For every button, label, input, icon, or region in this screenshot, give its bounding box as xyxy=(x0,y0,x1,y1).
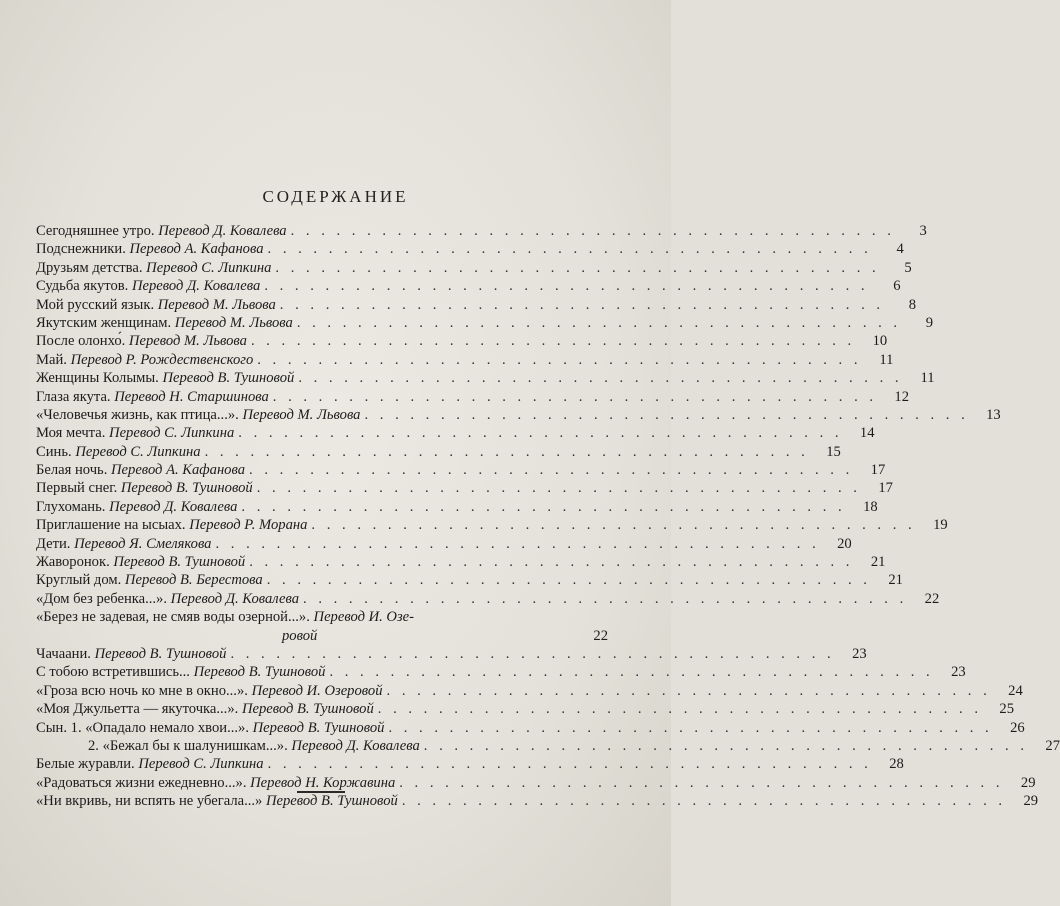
toc-entry xyxy=(36,682,1023,700)
page-number: 3 xyxy=(919,223,927,239)
page-number: 29 xyxy=(1020,774,1036,791)
dot-leader: . . . . . . . . . . . . . . . . . . . . . . . . . . . . . . . . . . . . . . . . xyxy=(423,737,1028,754)
translator-credit: Перевод В. Тушновой xyxy=(162,370,295,387)
dot-leader: . . . . . . . . . . . . . . . . . . . . . . . . . . . . . . . . . . . . . . . . xyxy=(275,259,880,276)
poem-title: «Дом без ребенка...». xyxy=(36,590,167,607)
page-number: 6 xyxy=(893,278,901,295)
contents-heading: СОДЕРЖАНИЕ xyxy=(262,187,409,206)
poem-title: 2. «Бежал бы к шалунишкам...». xyxy=(88,737,288,754)
poem-title: Белые журавли. xyxy=(36,756,135,773)
poem-title: Якутским женщинам. xyxy=(36,314,172,331)
entry-title xyxy=(36,535,211,553)
page-number: 11 xyxy=(920,370,935,387)
poem-title: «Гроза всю ночь ко мне в окно...». xyxy=(36,682,248,699)
poem-title: Женщины Колымы. xyxy=(36,370,159,387)
poem-title: Приглашение на ысыах. xyxy=(36,517,186,534)
toc-entry xyxy=(36,590,940,608)
dot-leader: . . . . . . . . . . . . . . . . . . . . . . . . . . . . . . . . . . . . . . . . xyxy=(399,774,1004,791)
translator-credit: Перевод И. Озеровой xyxy=(251,682,383,699)
dot-leader: . . . . . . . . . . . . . . . . . . . . . . . . . . . . . . . . . . . . . . . . xyxy=(249,554,854,571)
toc-entry xyxy=(36,774,1036,792)
page-number: 29 xyxy=(1023,793,1039,810)
entry-title xyxy=(36,498,237,516)
page-number: 13 xyxy=(986,406,1001,423)
toc-entry xyxy=(36,461,886,479)
entry-title xyxy=(36,461,245,479)
entry-title xyxy=(36,240,264,258)
page-number: 9 xyxy=(925,314,934,331)
translator-credit: Перевод С. Липкина xyxy=(109,425,235,442)
translator-credit: Перевод В. Тушновой xyxy=(241,701,374,718)
entry-title xyxy=(36,369,294,387)
entry-title xyxy=(36,314,293,332)
entry-title xyxy=(36,259,271,277)
entry-title xyxy=(36,700,374,718)
translator-credit: Перевод С. Липкина xyxy=(75,443,201,460)
translator-credit: Перевод Р. Морана xyxy=(189,517,308,534)
toc-entry xyxy=(36,792,1039,810)
page-number: 19 xyxy=(933,517,948,534)
dot-leader: . . . . . . . . . . . . . . . . . . . . . . . . . . . . . . . . . . . . . . . . xyxy=(311,517,916,534)
page-number: 17 xyxy=(870,462,886,479)
translator-credit: Перевод И. Озе- xyxy=(313,609,415,626)
dot-leader: . . . . . . . . . . . . . . . . . . . . . . . . . . . . . . . . . . . . . . . . xyxy=(296,314,902,331)
toc-entry xyxy=(36,424,875,442)
page-number: 14 xyxy=(859,425,875,442)
poem-title: «Человечья жизнь, как птица...». xyxy=(36,406,239,423)
dot-leader: . . . . . . . . . . . . . . . . . . . . . . . . . . . . . . . . . . . . . . . . xyxy=(230,645,835,662)
entry-title xyxy=(36,296,276,314)
entry-title xyxy=(36,351,253,369)
poem-title: Подснежники. xyxy=(36,241,126,258)
toc-entry xyxy=(36,663,966,681)
page-number: 22 xyxy=(593,627,608,644)
translator-credit: Перевод Д. Ковалева xyxy=(131,278,261,295)
translator-credit: Перевод Я. Смелякова xyxy=(74,535,212,552)
toc-entry xyxy=(36,608,608,626)
entry-title xyxy=(36,792,398,810)
toc-entry xyxy=(36,369,935,387)
translator-credit: Перевод Д. Ковалева xyxy=(291,737,420,754)
dot-leader: . . . . . . . . . . . . . . . . . . . . . . . . . . . . . . . . . . . . . . . . xyxy=(204,443,809,460)
page-number: 18 xyxy=(863,498,878,515)
closing-rule xyxy=(297,791,345,793)
toc-entry xyxy=(36,719,1025,737)
entry-title xyxy=(36,424,234,442)
toc-entry-continuation xyxy=(36,627,608,645)
entry-title xyxy=(36,755,264,773)
entry-title xyxy=(36,608,608,626)
poem-title: Сын. 1. «Опадало немало хвои...». xyxy=(36,719,249,736)
dot-leader: . . . . . . . . . . . . . . . . . . . . . . . . . . . . . . . . . . . . . . . . xyxy=(388,719,993,736)
entry-title xyxy=(36,719,384,737)
poem-title: «Моя Джульетта — якуточка...». xyxy=(36,701,239,718)
poem-title: Дети. xyxy=(36,535,71,552)
poem-title: Жаворонок. xyxy=(36,554,110,571)
dot-leader: . . . . . . . . . . . . . . . . . . . . . . . . . . . . . . . . . . . . . . . . xyxy=(250,333,856,350)
entry-title xyxy=(88,737,420,755)
toc-entry xyxy=(36,351,894,369)
dot-leader: . . . . . . . . . . . . . . . . . . . . . . . . . . . . . . . . . . . . . . . . xyxy=(401,793,1007,810)
poem-title: После олонхо́. xyxy=(36,333,126,350)
translator-credit: Перевод С. Липкина xyxy=(138,756,264,773)
entry-title xyxy=(36,406,360,424)
entry-title xyxy=(36,222,287,240)
toc-entry xyxy=(36,737,1060,755)
dot-leader: . . . . . . . . . . . . . . . . . . . . . . . . . . . . . . . . . . . . . . . . xyxy=(241,498,846,515)
translator-credit: Перевод В. Тушновой xyxy=(120,480,253,497)
dot-leader: . . . . . . . . . . . . . . . . . . . . . . . . . . . . . . . . . . . . . . . . xyxy=(256,480,861,497)
page-number: 4 xyxy=(896,241,904,258)
dot-leader: . . . . . . . . . . . . . . . . . . . . . . . . . . . . . . . . . . . . . . . . xyxy=(257,351,862,368)
toc-entry xyxy=(36,222,927,240)
page-number: 24 xyxy=(1008,682,1023,699)
poem-title: «Берез не задевая, не смяв воды озерной...». xyxy=(36,609,310,626)
poem-title: Первый снег. xyxy=(36,480,118,497)
dot-leader: . . . . . . . . . . . . . . . . . . . . . . . . . . . . . . . . . . . . . . . . xyxy=(329,664,934,681)
poem-title: Глухомань. xyxy=(36,498,106,515)
poem-title: Сегодняшнее утро. xyxy=(36,223,155,239)
page-number: 23 xyxy=(852,645,867,662)
page-number: 5 xyxy=(904,259,912,276)
poem-title: Моя мечта. xyxy=(36,425,106,442)
dot-leader: . . . . . . . . . . . . . . . . . . . . . . . . . . . . . . . . . . . . . . . . xyxy=(272,388,878,405)
toc-entry xyxy=(36,240,904,258)
entry-title xyxy=(36,590,299,608)
dot-leader: . . . . . . . . . . . . . . . . . . . . . . . . . . . . . . . . . . . . . . . . xyxy=(267,756,872,773)
translator-credit: Перевод М. Львова xyxy=(157,296,276,313)
toc-entry xyxy=(36,314,934,332)
poem-title: Синь. xyxy=(36,443,72,460)
translator-credit: Перевод В. Тушновой xyxy=(193,664,326,681)
toc-entry xyxy=(36,332,888,350)
entry-title xyxy=(36,553,245,571)
translator-credit: Перевод В. Тушновой xyxy=(252,719,385,736)
entry-title xyxy=(36,332,247,350)
toc-entry xyxy=(36,406,1001,424)
translator-credit: Перевод Д. Ковалева xyxy=(170,590,300,607)
dot-leader: . . . . . . . . . . . . . . . . . . . . . . . . . . . . . . . . . . . . . . . . xyxy=(238,425,843,442)
toc-entry xyxy=(36,277,901,295)
page-number: 21 xyxy=(870,554,886,571)
dot-leader: . . . . . . . . . . . . . . . . . . . . . . . . . . . . . . . . . . . . . . . . xyxy=(298,370,903,387)
translator-credit-continuation: ровой xyxy=(282,627,318,644)
poem-title: Круглый дом. xyxy=(36,572,122,589)
toc-entry xyxy=(36,755,904,773)
translator-credit: Перевод В. Тушновой xyxy=(113,554,246,571)
page-number: 25 xyxy=(999,701,1014,718)
page-number: 21 xyxy=(888,572,903,589)
dot-leader: . . . . . . . . . . . . . . . . . . . . . . . . . . . . . . . . . . . . . . . . xyxy=(249,462,854,479)
toc-entry xyxy=(36,516,948,534)
entry-title xyxy=(36,571,263,589)
page-number: 12 xyxy=(894,388,910,405)
toc-entry xyxy=(36,388,910,406)
toc-entry xyxy=(36,479,893,497)
entry-title xyxy=(36,388,269,406)
poem-title: «Радоваться жизни ежедневно...». xyxy=(36,774,247,791)
poem-title: Белая ночь. xyxy=(36,462,108,479)
poem-title: «Ни вкривь, ни вспять не убегала...» xyxy=(36,793,263,810)
page-number: 27 xyxy=(1045,737,1060,754)
toc-entry xyxy=(36,259,912,277)
toc-entry xyxy=(36,645,867,663)
dot-leader: . . . . . . . . . . . . . . . . . . . . . . . . . . . . . . . . . . . . . . . . xyxy=(377,701,982,718)
translator-credit: Перевод А. Кафанова xyxy=(129,241,264,258)
toc-entry xyxy=(36,571,903,589)
page-number: 11 xyxy=(879,351,894,368)
page-number: 22 xyxy=(924,590,940,607)
page-number: 23 xyxy=(951,664,966,681)
toc-entry xyxy=(36,700,1014,718)
page-number: 8 xyxy=(908,296,917,313)
poem-title: С тобою встретившись... xyxy=(36,664,190,681)
page-number: 10 xyxy=(872,333,888,350)
translator-credit: Перевод М. Львова xyxy=(174,314,293,331)
translator-credit: Перевод С. Липкина xyxy=(146,259,272,276)
dot-leader: . . . . . . . . . . . . . . . . . . . . . . . . . . . . . . . . . . . . . . . . xyxy=(266,572,871,589)
dot-leader: . . . . . . . . . . . . . . . . . . . . . . . . . . . . . . . . . . . . . . . . xyxy=(303,590,908,607)
entry-title xyxy=(36,682,383,700)
page-number: 28 xyxy=(889,756,904,773)
toc-entry xyxy=(36,535,852,553)
page-number: 15 xyxy=(826,443,841,460)
entry-title xyxy=(36,277,260,295)
dot-leader: . . . . . . . . . . . . . . . . . . . . . . . . . . . . . . . . . . . . . . . . xyxy=(364,406,969,423)
translator-credit: Перевод А. Кафанова xyxy=(111,462,246,479)
page-number: 20 xyxy=(837,535,852,552)
dot-leader: . . . . . . . . . . . . . . . . . . . . . . . . . . . . . . . . . . . . . . . . xyxy=(279,296,885,313)
dot-leader: . . . . . . . . . . . . . . . . . . . . . . . . . . . . . . . . . . . . . . . . xyxy=(264,278,869,295)
entry-title xyxy=(36,479,253,497)
entry-title xyxy=(36,443,201,461)
translator-credit: Перевод Д. Ковалева xyxy=(109,498,238,515)
translator-credit: Перевод Р. Рождественского xyxy=(70,351,254,368)
page-number: 17 xyxy=(878,480,893,497)
entry-title xyxy=(36,774,395,792)
page-number: 26 xyxy=(1010,719,1025,736)
translator-credit: Перевод Н. Коржавина xyxy=(250,774,396,791)
entry-title xyxy=(36,516,307,534)
translator-credit: Перевод В. Берестова xyxy=(124,572,263,589)
poem-title: Глаза якута. xyxy=(36,388,111,405)
translator-credit: Перевод В. Тушновой xyxy=(94,645,227,662)
dot-leader: . . . . . . . . . . . . . . . . . . . . . . . . . . . . . . . . . . . . . . . . xyxy=(386,682,991,699)
toc-entry xyxy=(36,296,917,314)
toc-entry xyxy=(36,443,841,461)
translator-credit: Перевод В. Тушновой xyxy=(265,793,398,810)
entry-title xyxy=(36,663,325,681)
dot-leader: . . . . . . . . . . . . . . . . . . . . . . . . . . . . . . . . . . . . . . . . xyxy=(267,241,872,258)
translator-credit: Перевод Д. Ковалева xyxy=(158,223,287,239)
dot-leader: . . . . . . . . . . . . . . . . . . . . . . . . . . . . . . . . . . . . . . . . xyxy=(215,535,820,552)
toc-entry xyxy=(36,553,886,571)
translator-credit: Перевод М. Львова xyxy=(242,406,361,423)
poem-title: Май. xyxy=(36,351,67,368)
dot-leader: . . . . . . . . . . . . . . . . . . . . . . . . . . . . . . . . . . . . . . . . xyxy=(290,223,895,239)
table-of-contents xyxy=(36,222,1060,811)
poem-title: Мой русский язык. xyxy=(36,296,155,313)
toc-entry xyxy=(36,498,878,516)
poem-title: Друзьям детства. xyxy=(36,259,143,276)
poem-title: Чачаани. xyxy=(36,645,91,662)
poem-title: Судьба якутов. xyxy=(36,278,129,295)
translator-credit: Перевод Н. Старшинова xyxy=(114,388,269,405)
entry-title xyxy=(36,645,226,663)
translator-credit: Перевод М. Львова xyxy=(128,333,247,350)
